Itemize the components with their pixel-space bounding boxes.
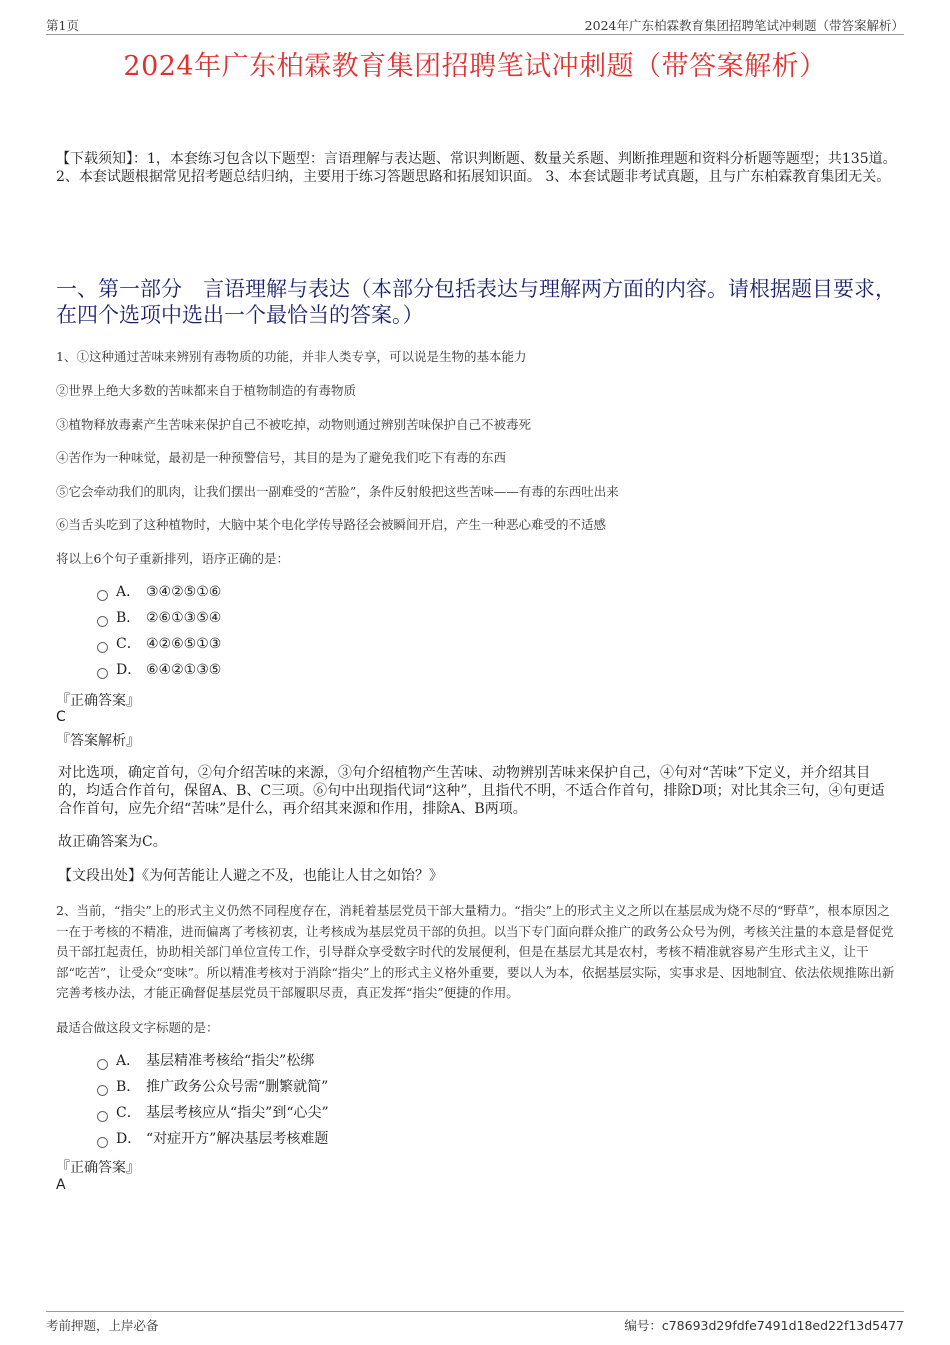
q1-prompt: 将以上6个句子重新排列，语序正确的是： bbox=[56, 551, 289, 566]
q1-analysis: 对比选项，确定首句，②句介绍苦味的来源，③句介绍植物产生苦味、动物辨别苦味来保护自己，④句对“苦味”下定义，并介绍其目的，均适合作首句，保留A、B、C三项。⑥句中出现指代词“这种”，且指代不明，不适合作首句，排除D项；对比其余三句，④句更适合作首句，应先介绍“苦味”是什么，再介绍其来源和作用，排除A、B两项。 bbox=[58, 765, 885, 817]
download-notice: 【下载须知】：1，本套练习包含以下题型：言语理解与表达题、常识判断题、数量关系题、判断推理题和资料分析题等题型；共135道。 2、本套试题根据常见招考题总结归纳，主要用于练习答题思路和拓展知识面。 3、本套试题非考试真题，且与广东柏霖教育集团无关。 bbox=[56, 151, 897, 185]
radio-icon[interactable] bbox=[97, 1059, 108, 1070]
q2-option-b[interactable]: B． 推广政务公众号需“删繁就简” bbox=[97, 1077, 328, 1097]
q2-prompt: 最适合做这段文字标题的是： bbox=[56, 1020, 219, 1035]
q2-answer: A bbox=[56, 1177, 66, 1193]
section-heading: 一、第一部分 言语理解与表达（本部分包括表达与理解两方面的内容。请根据题目要求，在四个选项中选出一个最恰当的答案。） bbox=[56, 277, 896, 327]
q1-conclusion: 故正确答案为C。 bbox=[58, 834, 167, 850]
q2-option-a[interactable]: A． 基层精准考核给“指尖”松绑 bbox=[97, 1051, 314, 1071]
q1-line-1: 1、①这种通过苦味来辨别有毒物质的功能，并非人类专享，可以说是生物的基本能力 bbox=[56, 349, 527, 364]
q1-line-2: ②世界上绝大多数的苦味都来自于植物制造的有毒物质 bbox=[56, 383, 357, 398]
q1-answer-label: 『正确答案』 bbox=[56, 693, 140, 709]
radio-icon[interactable] bbox=[97, 590, 108, 601]
page-header bbox=[46, 14, 904, 35]
q2-text: 2、当前，“指尖”上的形式主义仍然不同程度存在，消耗着基层党员干部大量精力。“指尖”上的形式主义之所以在基层成为烧不尽的“野草”，根本原因之一在于考核的不精准，进而偏离了考核初衷，让考核成为基层党员干部的负担。以当下专门面向群众推广的政务公众号为例，考核关注量的本意是督促党员干部扛起责任，协助相关部门单位宣传工作，引导群众享受数字时代的发展便利，但是在基层尤其是农村，考核不精准就容易产生形式主义，让干部“吃苦”，让受众“变味”。所以精准考核对于消除“指尖”上的形式主义格外重要，要以人为本，依据基层实际，实事求是、因地制宜、依法依规推陈出新完善考核办法，才能正确督促基层党员干部履职尽责，真正发挥“指尖”便捷的作用。 bbox=[56, 903, 895, 1000]
footer-slogan: 考前押题，上岸必备 bbox=[46, 1318, 159, 1333]
q2-option-c[interactable]: C． 基层考核应从“指尖”到“心尖” bbox=[97, 1103, 329, 1123]
radio-icon[interactable] bbox=[97, 1137, 108, 1148]
q1-line-5: ⑤它会牵动我们的肌肉，让我们摆出一副难受的“苦脸”，条件反射般把这些苦味——有毒的东西吐出来 bbox=[56, 484, 619, 499]
q1-line-4: ④苦作为一种味觉，最初是一种预警信号，其目的是为了避免我们吃下有毒的东西 bbox=[56, 450, 507, 465]
q1-option-a[interactable]: A． ③④②⑤①⑥ bbox=[97, 582, 221, 602]
q2-option-d[interactable]: D． “对症开方”解决基层考核难题 bbox=[97, 1129, 328, 1149]
radio-icon[interactable] bbox=[97, 1111, 108, 1122]
radio-icon[interactable] bbox=[97, 1085, 108, 1096]
q1-option-c[interactable]: C． ④②⑥⑤①③ bbox=[97, 634, 221, 654]
radio-icon[interactable] bbox=[97, 642, 108, 653]
q1-source: 【文段出处】《为何苦能让人避之不及，也能让人甘之如饴？》 bbox=[58, 868, 443, 884]
footer-code: 编号：c78693d29fdfe7491d18ed22f13d5477 bbox=[624, 1318, 904, 1333]
q2-answer-label: 『正确答案』 bbox=[56, 1160, 140, 1176]
radio-icon[interactable] bbox=[97, 616, 108, 627]
document-title: 2024年广东柏霖教育集团招聘笔试冲刺题（带答案解析） bbox=[123, 51, 827, 82]
q1-option-b[interactable]: B． ②⑥①③⑤④ bbox=[97, 608, 221, 628]
q1-line-3: ③植物释放毒素产生苦味来保护自己不被吃掉，动物则通过辨别苦味保护自己不被毒死 bbox=[56, 417, 532, 432]
q1-line-6: ⑥当舌头吃到了这种植物时，大脑中某个电化学传导路径会被瞬间开启，产生一种恶心难受的不适感 bbox=[56, 517, 607, 532]
page-number: 第1页 bbox=[46, 18, 79, 33]
q1-analysis-label: 『答案解析』 bbox=[56, 733, 140, 749]
radio-icon[interactable] bbox=[97, 668, 108, 679]
header-doc-title: 2024年广东柏霖教育集团招聘笔试冲刺题（带答案解析） bbox=[584, 18, 904, 33]
q1-option-d[interactable]: D． ⑥④②①③⑤ bbox=[97, 660, 221, 680]
q1-answer: C bbox=[56, 709, 66, 725]
page-footer bbox=[46, 1311, 904, 1333]
